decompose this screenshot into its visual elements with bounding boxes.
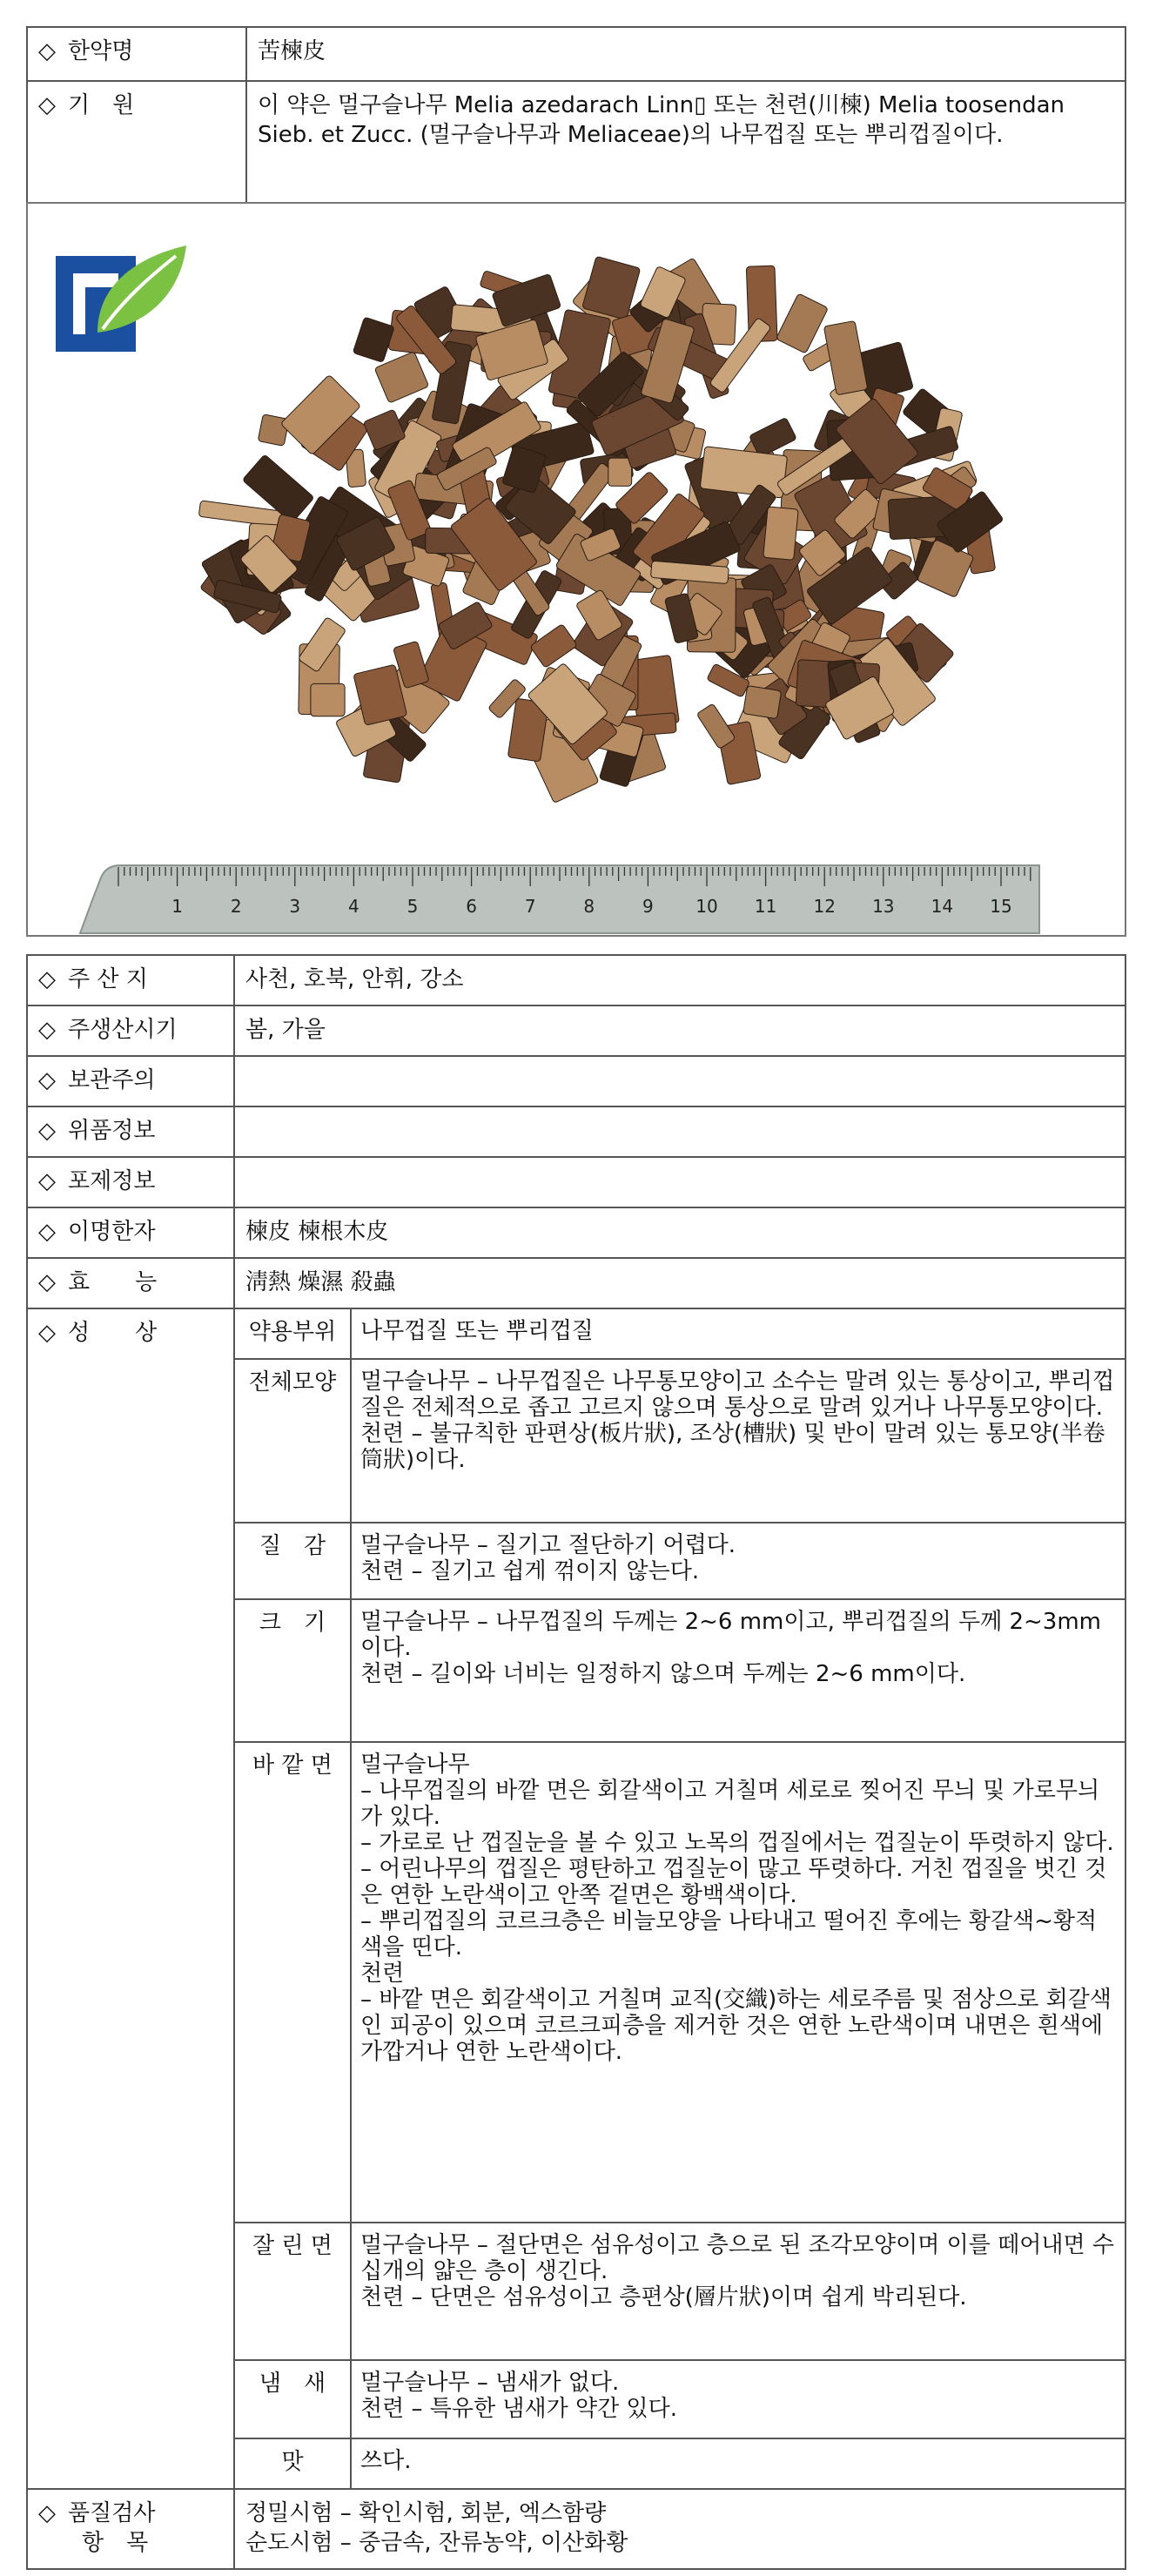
bark-piece xyxy=(763,507,798,561)
row-production-season: ◇ 주생산시기 봄, 가을 xyxy=(27,1006,1125,1056)
label-quality: ◇ 품질검사 항 목 xyxy=(27,2489,234,2569)
ruler xyxy=(80,865,1039,933)
row-shape-taste: 맛 쓰다. xyxy=(27,2438,1125,2489)
ruler-number: 8 xyxy=(583,896,595,917)
row-shape-texture: 질 감 멀구슬나무 – 질기고 절단하기 어렵다. 천련 – 질기고 쉽게 꺾이지 않는다. xyxy=(27,1523,1125,1599)
info-table xyxy=(26,954,1126,2570)
diamond-icon: ◇ xyxy=(38,1118,56,1144)
row-shape-cut-surface: 잘 린 면 멀구슬나무 – 절단면은 섬유성이고 층으로 된 조각모양이며 이를 떼어내면 수십개의 얇은 층이 생긴다. 천련 – 단면은 섬유성이고 층편상(層片狀)이며 쉽게 박리된다. xyxy=(27,2223,1125,2360)
herb-photo-svg xyxy=(28,204,1125,935)
row-quality-tests xyxy=(27,2489,1125,2569)
bark-piece xyxy=(353,317,394,362)
label-characteristics: ◇ 성 상 xyxy=(27,1308,234,2489)
ruler-number: 1 xyxy=(171,896,183,917)
bark-piece xyxy=(608,458,632,486)
bark-piece xyxy=(258,414,289,447)
ruler-number: 5 xyxy=(407,896,419,917)
label-origin: ◇ 기 원 xyxy=(27,81,246,205)
diamond-icon: ◇ xyxy=(38,1017,56,1043)
diamond-icon: ◇ xyxy=(38,2500,56,2526)
ruler-number: 10 xyxy=(695,896,718,917)
ruler-number: 9 xyxy=(642,896,654,917)
row-efficacy: ◇ 효 능 淸熱 燥濕 殺蟲 xyxy=(27,1258,1125,1308)
ruler-number: 14 xyxy=(931,896,954,917)
bark-piece xyxy=(530,624,578,669)
herb-photo xyxy=(26,202,1126,937)
ruler-number: 7 xyxy=(524,896,536,917)
quality-line: 순도시험 – 중금속, 잔류농약, 이산화황 xyxy=(245,2530,628,2556)
row-shape-part: ◇ 성 상 약용부위 나무껍질 또는 뿌리껍질 xyxy=(27,1308,1125,1359)
diamond-icon: ◇ xyxy=(38,1168,56,1194)
bark-piece xyxy=(823,320,867,394)
row-adulterant-info: ◇ 위품정보 xyxy=(27,1106,1125,1157)
row-origin xyxy=(27,81,1125,205)
row-alt-names: ◇ 이명한자 楝皮 楝根木皮 xyxy=(27,1207,1125,1258)
row-processing-info: ◇ 포제정보 xyxy=(27,1157,1125,1207)
bark-piece xyxy=(743,686,782,719)
ruler-number: 13 xyxy=(872,896,895,917)
diamond-icon: ◇ xyxy=(38,92,56,118)
ruler-number: 2 xyxy=(230,896,242,917)
row-shape-odor: 냄 새 멀구슬나무 – 냄새가 없다. 천련 – 특유한 냄새가 약간 있다. xyxy=(27,2360,1125,2438)
ruler-number: 4 xyxy=(348,896,359,917)
row-herb-name xyxy=(27,27,1125,81)
top-table xyxy=(26,26,1126,205)
diamond-icon: ◇ xyxy=(38,1067,56,1093)
label-herb-name: ◇ 한약명 xyxy=(27,27,246,81)
row-production-area: ◇ 주 산 지 사천, 호북, 안휘, 강소 xyxy=(27,955,1125,1006)
ruler-number: 6 xyxy=(466,896,477,917)
quality-line: 정밀시험 – 확인시험, 회분, 엑스함량 xyxy=(245,2500,607,2526)
value-herb-name: 苦楝皮 xyxy=(246,27,1125,81)
ruler-number: 15 xyxy=(990,896,1012,917)
row-storage-caution: ◇ 보관주의 xyxy=(27,1056,1125,1106)
bark-piece xyxy=(776,293,828,353)
diamond-icon: ◇ xyxy=(38,1320,56,1346)
ruler-number: 12 xyxy=(813,896,836,917)
diamond-icon: ◇ xyxy=(38,966,56,992)
diamond-icon: ◇ xyxy=(38,38,56,64)
ruler-number: 3 xyxy=(289,896,301,917)
row-shape-size: 크 기 멀구슬나무 – 나무껍질의 두께는 2~6 mm이고, 뿌리껍질의 두께 2~3mm이다. 천련 – 길이와 너비는 일정하지 않으며 두께는 2~6 mm이다. xyxy=(27,1599,1125,1742)
row-shape-overall: 전체모양 멀구슬나무 – 나무껍질은 나무통모양이고 소수는 말려 있는 통상이고, 뿌리껍질은 전체적으로 좁고 고르지 않으며 통상으로 말려 있거나 나무통모양이다. 천련 – 불규칙한 판편상(板片狀), 조상(槽狀) 및 반이 말려 있는 통모양(半卷筒狀)이다. xyxy=(27,1359,1125,1523)
bark-pieces xyxy=(198,256,1004,803)
diamond-icon: ◇ xyxy=(38,1269,56,1295)
ruler-number: 11 xyxy=(754,896,777,917)
logo-icon xyxy=(56,245,186,352)
bark-piece xyxy=(311,683,345,716)
value-origin: 이 약은 멀구슬나무 Melia azedarach Linn▯ 또는 천련(川楝) Melia toosendan Sieb. et Zucc. (멀구슬나무과 Meliaceae)의 나무껍질 또는 뿌리껍질이다. xyxy=(246,81,1125,205)
row-shape-outer-surface: 바 깥 면 멀구슬나무 – 나무껍질의 바깥 면은 회갈색이고 거칠며 세로로 찢어진 무늬 및 가로무늬가 있다. – 가로로 난 껍질눈을 볼 수 있고 노목의 껍질에서는 껍질눈이 뚜렷하지 않다. – 어린나무의 껍질은 평탄하고 껍질눈이 많고 뚜렷하다. 거친 껍질을 벗긴 것은 연한 노란색이고 안쪽 겉면은 황백색이다. – 뿌리껍질의 코르크층은 비늘모양을 나타내고 떨어진 후에는 황갈색~황적색을 띤다. 천련 – 바깥 면은 회갈색이고 거칠며 교직(交織)하는 세로주름 및 점상으로 회갈색인 피공이 있으며 코르크피층을 제거한 것은 연한 노란색이며 내면은 흰색에 가깝거나 연한 노란색이다. xyxy=(27,1742,1125,2223)
diamond-icon: ◇ xyxy=(38,1219,56,1245)
